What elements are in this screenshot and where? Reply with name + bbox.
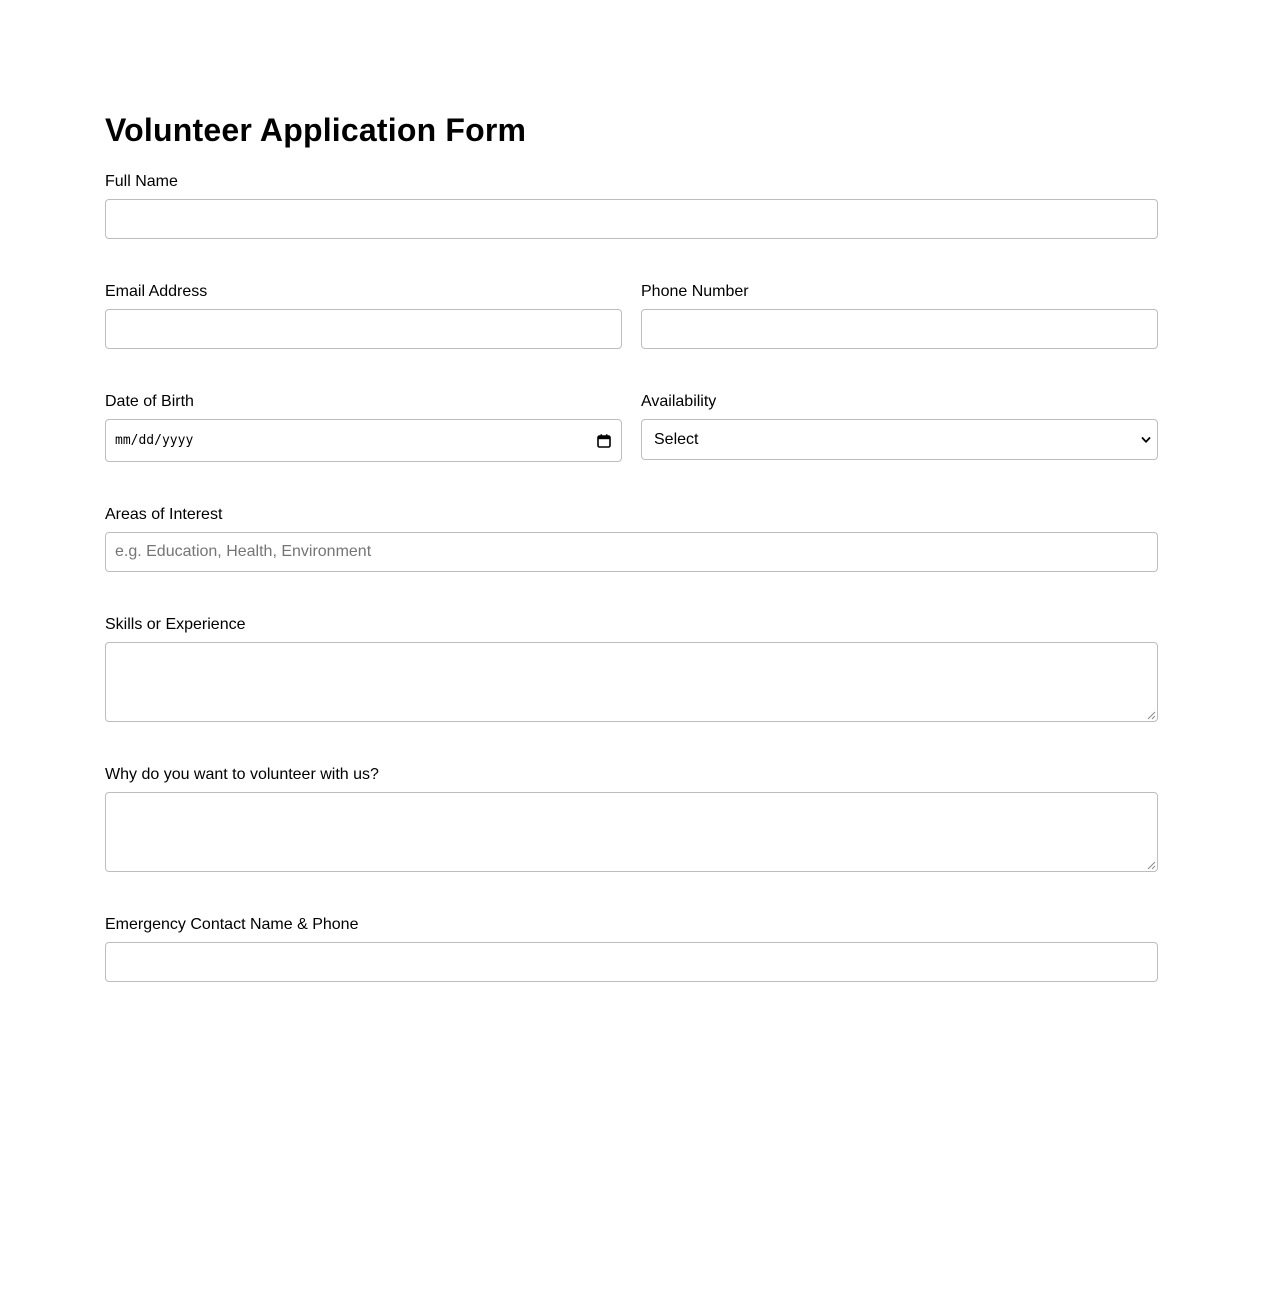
dob-placeholder: mm/dd/yyyy (115, 433, 194, 448)
full-name-input[interactable] (105, 199, 1158, 239)
emergency-contact-label: Emergency Contact Name & Phone (105, 916, 359, 933)
email-label: Email Address (105, 283, 208, 300)
skills-label: Skills or Experience (105, 616, 246, 633)
phone-field (641, 283, 1158, 349)
motivation-label: Why do you want to volunteer with us? (105, 766, 379, 783)
availability-select[interactable] (641, 419, 1158, 460)
dob-availability-row (105, 393, 1158, 462)
full-name-label: Full Name (105, 173, 178, 190)
contact-row (105, 283, 1158, 349)
volunteer-application-form (105, 110, 1158, 982)
dob-field (105, 393, 622, 462)
dob-input[interactable] (105, 419, 622, 462)
dob-label: Date of Birth (105, 393, 194, 410)
phone-label: Phone Number (641, 283, 749, 300)
interests-input[interactable]: e.g. Education, Health, Environment (105, 532, 1158, 572)
skills-textarea[interactable] (105, 642, 1158, 722)
page-title: Volunteer Application Form (105, 112, 527, 148)
chevron-down-icon (1141, 435, 1151, 445)
emergency-contact-input[interactable] (105, 942, 1158, 982)
email-input[interactable] (105, 309, 622, 349)
resize-grip-icon[interactable] (1146, 860, 1156, 870)
skills-field (105, 616, 1158, 722)
interests-label: Areas of Interest (105, 506, 223, 523)
availability-selected-value: Select (654, 430, 699, 448)
availability-field (641, 393, 1158, 462)
availability-label: Availability (641, 393, 717, 410)
interests-field (105, 506, 1158, 572)
emergency-contact-field (105, 916, 1158, 982)
email-field (105, 283, 622, 349)
resize-grip-icon[interactable] (1146, 710, 1156, 720)
calendar-icon[interactable] (597, 434, 611, 448)
motivation-field (105, 766, 1158, 872)
phone-input[interactable] (641, 309, 1158, 349)
full-name-field (105, 173, 1158, 239)
motivation-textarea[interactable] (105, 792, 1158, 872)
